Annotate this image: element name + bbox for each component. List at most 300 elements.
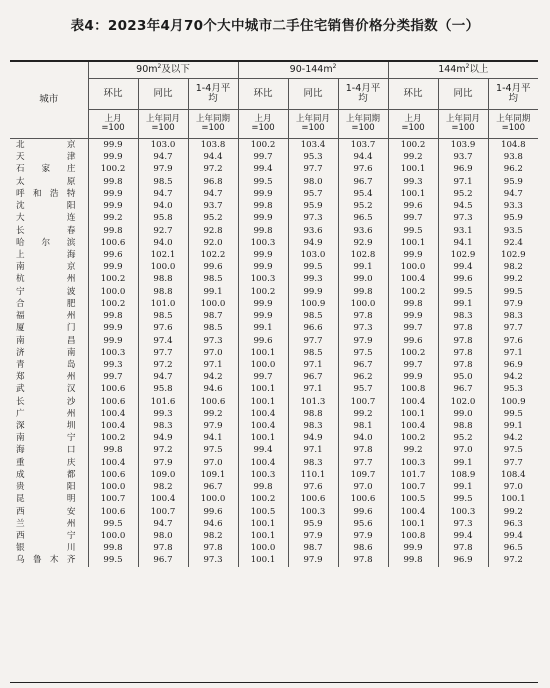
table-row (10, 396, 538, 408)
table-row (10, 518, 538, 530)
index-value-cell: 95.6 (338, 518, 388, 530)
index-value-cell: 100.3 (238, 273, 288, 285)
index-value-cell: 97.4 (138, 335, 188, 347)
index-value-cell: 99.6 (88, 249, 138, 261)
index-value-cell: 97.7 (138, 347, 188, 359)
index-value-cell: 100.0 (238, 542, 288, 554)
index-value-cell: 100.0 (88, 481, 138, 493)
index-value-cell: 102.1 (138, 249, 188, 261)
index-value-cell: 98.5 (188, 322, 238, 334)
index-value-cell: 94.1 (438, 237, 488, 249)
index-value-cell: 100.3 (388, 457, 438, 469)
index-value-cell: 100.3 (238, 469, 288, 481)
index-value-cell: 99.6 (438, 273, 488, 285)
index-value-cell: 94.2 (188, 371, 238, 383)
index-value-cell: 95.9 (288, 518, 338, 530)
index-value-cell: 99.8 (88, 444, 138, 456)
city-name-cell: 呼和浩特 (10, 188, 88, 200)
table-row (10, 151, 538, 163)
index-value-cell: 98.2 (138, 481, 188, 493)
index-value-cell: 100.3 (238, 237, 288, 249)
index-value-cell: 94.7 (138, 518, 188, 530)
index-value-cell: 100.2 (88, 273, 138, 285)
index-value-cell: 95.9 (503, 213, 523, 224)
index-value-cell: 95.0 (438, 371, 488, 383)
index-value-cell: 95.2 (338, 200, 388, 212)
index-value-cell: 99.8 (238, 200, 288, 212)
index-value-cell: 103.0 (138, 139, 188, 152)
index-value-cell: 102.0 (438, 396, 488, 408)
table-row (10, 371, 538, 383)
index-value-cell: 97.1 (288, 444, 338, 456)
index-value-cell: 99.4 (438, 530, 488, 542)
index-value-cell: 100.2 (388, 432, 438, 444)
index-value-cell: 97.9 (288, 554, 338, 566)
index-value-cell: 100.4 (388, 273, 438, 285)
index-value-cell: 92.0 (188, 237, 238, 249)
index-value-cell: 100.9 (501, 396, 526, 407)
index-value-cell: 98.8 (288, 408, 338, 420)
index-value-cell: 96.7 (438, 383, 488, 395)
index-value-cell: 100.4 (88, 408, 138, 420)
index-value-cell: 95.2 (188, 212, 238, 224)
base-header-row (10, 110, 538, 139)
index-value-cell: 100.4 (388, 506, 438, 518)
index-value-cell: 100.0 (88, 530, 138, 542)
index-value-cell: 97.8 (338, 310, 388, 322)
index-value-cell: 94.6 (188, 518, 238, 530)
city-name-cell: 广州 (10, 408, 88, 420)
index-value-cell: 94.0 (138, 200, 188, 212)
index-value-cell: 98.8 (438, 420, 488, 432)
index-value-cell: 100.4 (88, 420, 138, 432)
index-value-cell: 97.9 (188, 420, 238, 432)
index-value-cell: 99.5 (88, 518, 138, 530)
city-name-cell: 昆明 (10, 493, 88, 505)
index-value-cell: 99.9 (388, 542, 438, 554)
index-value-cell: 99.9 (88, 335, 138, 347)
index-value-cell: 110.1 (288, 469, 338, 481)
index-value-cell: 97.5 (188, 444, 238, 456)
index-value-cell: 99.2 (338, 408, 388, 420)
city-name-cell: 福州 (10, 310, 88, 322)
index-value-cell: 99.4 (503, 531, 523, 541)
index-value-cell: 94.1 (188, 432, 238, 444)
index-value-cell: 98.0 (288, 176, 338, 188)
index-value-cell: 99.4 (438, 261, 488, 273)
index-value-cell: 100.7 (138, 506, 188, 518)
index-value-cell: 100.0 (88, 286, 138, 298)
city-column-header: 城市 (10, 62, 88, 139)
index-value-cell: 96.7 (338, 359, 388, 371)
index-value-cell: 99.6 (188, 506, 238, 518)
index-value-cell: 98.2 (188, 530, 238, 542)
index-value-cell: 100.0 (388, 261, 438, 273)
index-value-cell: 100.0 (238, 359, 288, 371)
index-value-cell: 94.7 (138, 371, 188, 383)
index-value-cell: 103.7 (338, 139, 388, 152)
index-value-cell: 100.7 (88, 493, 138, 505)
index-value-cell: 92.8 (188, 225, 238, 237)
index-value-cell: 95.3 (288, 151, 338, 163)
table-row (10, 139, 538, 152)
table-row (10, 457, 538, 469)
index-value-cell: 96.7 (288, 371, 338, 383)
table-row (10, 200, 538, 212)
index-value-cell: 98.8 (138, 273, 188, 285)
index-value-cell: 100.1 (238, 396, 288, 408)
table-row (10, 506, 538, 518)
index-value-cell: 99.7 (388, 212, 438, 224)
index-value-cell: 97.3 (438, 212, 488, 224)
city-name-cell: 南昌 (10, 335, 88, 347)
index-value-cell: 99.7 (238, 151, 288, 163)
index-value-cell: 98.8 (138, 286, 188, 298)
index-value-cell: 94.0 (138, 237, 188, 249)
index-value-cell: 100.0 (188, 298, 238, 310)
index-value-cell: 94.9 (288, 432, 338, 444)
index-value-cell: 95.9 (288, 200, 338, 212)
index-value-cell: 94.4 (188, 151, 238, 163)
index-value-cell: 99.8 (88, 225, 138, 237)
group-header-90-below: $90m^2$及以下 (88, 62, 238, 79)
index-value-cell: 98.3 (438, 310, 488, 322)
index-value-cell: 99.6 (238, 335, 288, 347)
table-row (10, 420, 538, 432)
index-value-cell: 99.8 (88, 176, 138, 188)
index-value-cell: 99.5 (388, 225, 438, 237)
index-value-cell: 96.5 (503, 543, 523, 554)
index-value-cell: 98.7 (288, 542, 338, 554)
city-name-cell: 宁波 (10, 286, 88, 298)
index-value-cell: 99.1 (438, 457, 488, 469)
index-value-cell: 95.2 (438, 188, 488, 200)
index-value-cell: 97.6 (338, 163, 388, 175)
table-row (10, 432, 538, 444)
table-row (10, 481, 538, 493)
index-value-cell: 100.6 (88, 383, 138, 395)
index-value-cell: 97.1 (438, 176, 488, 188)
index-value-cell: 99.4 (238, 163, 288, 175)
index-value-cell: 99.9 (388, 249, 438, 261)
index-value-cell: 96.9 (503, 359, 523, 370)
index-value-cell: 99.8 (238, 481, 288, 493)
city-name-cell: 长沙 (10, 396, 88, 408)
city-name-cell: 沈阳 (10, 200, 88, 212)
index-value-cell: 100.1 (238, 530, 288, 542)
index-value-cell: 97.3 (338, 322, 388, 334)
city-name-cell: 南京 (10, 261, 88, 273)
index-value-cell: 100.6 (88, 506, 138, 518)
city-name-cell: 石家庄 (10, 163, 88, 175)
index-value-cell: 99.9 (238, 261, 288, 273)
index-value-cell: 96.2 (503, 164, 523, 175)
index-value-cell: 103.0 (288, 249, 338, 261)
sub-header-mom: 环比 (88, 79, 138, 110)
table-row (10, 408, 538, 420)
index-value-cell: 97.8 (138, 542, 188, 554)
index-value-cell: 101.3 (288, 396, 338, 408)
table-row (10, 542, 538, 554)
city-name-cell: 长春 (10, 225, 88, 237)
sub-header-avg: 1-4月平均 (188, 79, 238, 110)
index-value-cell: 98.3 (503, 311, 523, 322)
index-value-cell: 94.7 (503, 188, 523, 199)
index-value-cell: 93.8 (503, 152, 523, 163)
index-value-cell: 97.7 (338, 457, 388, 469)
index-value-cell: 99.2 (503, 506, 523, 517)
table-row (10, 176, 538, 188)
city-name-cell: 太原 (10, 176, 88, 188)
index-value-cell: 97.3 (188, 335, 238, 347)
index-value-cell: 99.5 (238, 176, 288, 188)
index-value-cell: 99.6 (188, 261, 238, 273)
index-value-cell: 96.5 (338, 212, 388, 224)
index-value-cell: 100.4 (238, 408, 288, 420)
index-value-cell: 97.1 (288, 359, 338, 371)
city-name-cell: 厦门 (10, 322, 88, 334)
index-value-cell: 97.2 (138, 444, 188, 456)
index-value-cell: 100.4 (388, 396, 438, 408)
index-value-cell: 94.2 (503, 433, 523, 444)
city-name-cell: 大连 (10, 212, 88, 224)
index-value-cell: 97.8 (438, 542, 488, 554)
index-value-cell: 102.8 (338, 249, 388, 261)
index-value-cell: 100.1 (388, 163, 438, 175)
table-row (10, 188, 538, 200)
index-value-cell: 98.1 (338, 420, 388, 432)
index-value-cell: 97.3 (288, 212, 338, 224)
city-name-cell: 兰州 (10, 518, 88, 530)
index-value-cell: 95.7 (338, 383, 388, 395)
table-row (10, 469, 538, 481)
city-name-cell: 北京 (10, 139, 88, 152)
table-row (10, 554, 538, 566)
index-value-cell: 96.2 (338, 371, 388, 383)
index-value-cell: 99.9 (88, 200, 138, 212)
index-value-cell: 98.0 (138, 530, 188, 542)
index-value-cell: 94.7 (138, 151, 188, 163)
index-value-cell: 96.7 (138, 554, 188, 566)
index-value-cell: 101.0 (138, 298, 188, 310)
index-value-cell: 100.1 (238, 383, 288, 395)
sub-header-mom: 环比 (388, 79, 438, 110)
city-name-cell: 成都 (10, 469, 88, 481)
index-value-cell: 98.3 (138, 420, 188, 432)
index-value-cell: 103.9 (438, 139, 488, 152)
index-value-cell: 99.2 (388, 151, 438, 163)
index-value-cell: 94.9 (288, 237, 338, 249)
index-value-cell: 97.1 (288, 383, 338, 395)
city-name-cell: 西安 (10, 506, 88, 518)
index-value-cell: 99.6 (338, 506, 388, 518)
index-value-cell: 100.3 (88, 347, 138, 359)
index-value-cell: 97.7 (288, 163, 338, 175)
city-name-cell: 贵阳 (10, 481, 88, 493)
index-value-cell: 98.3 (288, 457, 338, 469)
index-value-cell: 99.9 (88, 188, 138, 200)
index-value-cell: 94.7 (188, 188, 238, 200)
index-value-cell: 100.2 (88, 432, 138, 444)
table-row (10, 261, 538, 273)
table-row (10, 444, 538, 456)
index-value-cell: 99.5 (503, 286, 523, 297)
city-name-cell: 济南 (10, 347, 88, 359)
index-value-cell: 109.7 (338, 469, 388, 481)
index-value-cell: 94.7 (138, 188, 188, 200)
index-value-cell: 94.9 (138, 432, 188, 444)
index-value-cell: 99.7 (88, 371, 138, 383)
index-value-cell: 100.1 (388, 518, 438, 530)
table-body (10, 139, 538, 567)
index-value-cell: 93.1 (438, 225, 488, 237)
index-value-cell: 95.8 (138, 212, 188, 224)
index-value-cell: 99.1 (438, 481, 488, 493)
table-row (10, 335, 538, 347)
index-value-cell: 101.7 (388, 469, 438, 481)
table-frame (10, 60, 538, 683)
index-value-cell: 102.2 (188, 249, 238, 261)
index-value-cell: 99.7 (238, 371, 288, 383)
index-value-cell: 97.1 (188, 359, 238, 371)
base-header: 上月=100 (88, 110, 138, 139)
index-value-cell: 97.6 (138, 322, 188, 334)
index-value-cell: 100.3 (438, 506, 488, 518)
index-value-cell: 97.0 (338, 481, 388, 493)
index-value-cell: 99.1 (238, 322, 288, 334)
index-value-cell: 99.1 (503, 421, 523, 432)
index-value-cell: 95.9 (503, 176, 523, 187)
index-value-cell: 99.1 (438, 298, 488, 310)
city-name-cell: 哈尔滨 (10, 237, 88, 249)
index-value-cell: 100.1 (238, 554, 288, 566)
index-value-cell: 99.8 (388, 298, 438, 310)
sub-header-yoy: 同比 (288, 79, 338, 110)
index-value-cell: 99.2 (503, 274, 523, 285)
index-value-cell: 108.4 (501, 469, 526, 480)
index-value-cell: 104.8 (501, 140, 526, 150)
index-value-cell: 97.8 (338, 444, 388, 456)
table-row (10, 298, 538, 310)
index-value-cell: 94.5 (438, 200, 488, 212)
index-value-cell: 97.3 (188, 554, 238, 566)
city-name-cell: 深圳 (10, 420, 88, 432)
index-value-cell: 99.3 (388, 176, 438, 188)
index-value-cell: 100.2 (88, 163, 138, 175)
index-value-cell: 96.8 (188, 176, 238, 188)
base-header: 上年同期=100 (488, 110, 538, 139)
index-value-cell: 100.1 (501, 494, 526, 505)
index-value-cell: 100.1 (388, 237, 438, 249)
index-value-cell: 99.2 (88, 212, 138, 224)
index-value-cell: 99.0 (438, 408, 488, 420)
index-value-cell: 97.6 (288, 481, 338, 493)
table-title: 表4：2023年4月70个大中城市二手住宅销售价格分类指数（一） (70, 18, 480, 34)
index-value-cell: 99.5 (438, 493, 488, 505)
index-value-cell: 97.0 (503, 482, 523, 493)
city-name-cell: 重庆 (10, 457, 88, 469)
index-value-cell: 99.8 (388, 554, 438, 566)
index-value-cell: 99.7 (388, 322, 438, 334)
index-value-cell: 97.2 (503, 555, 523, 566)
index-value-cell: 100.1 (388, 188, 438, 200)
index-value-cell: 98.3 (288, 420, 338, 432)
index-value-cell: 99.9 (88, 139, 138, 152)
group-header-144-above: $144m^2$以上 (388, 62, 538, 79)
index-value-cell: 99.5 (288, 261, 338, 273)
index-value-cell: 100.6 (288, 493, 338, 505)
index-value-cell: 94.2 (503, 372, 523, 383)
index-value-cell: 97.8 (438, 359, 488, 371)
index-value-cell: 99.9 (388, 310, 438, 322)
index-value-cell: 100.4 (238, 457, 288, 469)
index-value-cell: 99.9 (238, 298, 288, 310)
index-value-cell: 99.8 (88, 542, 138, 554)
index-value-cell: 108.9 (438, 469, 488, 481)
index-value-cell: 103.4 (288, 139, 338, 152)
index-value-cell: 99.8 (238, 225, 288, 237)
index-value-cell: 92.9 (338, 237, 388, 249)
index-value-cell: 100.8 (388, 530, 438, 542)
index-value-cell: 100.5 (388, 493, 438, 505)
index-value-cell: 99.9 (238, 188, 288, 200)
index-value-cell: 99.9 (238, 310, 288, 322)
base-header: 上年同月=100 (288, 110, 338, 139)
table-row (10, 530, 538, 542)
index-value-cell: 96.6 (288, 322, 338, 334)
index-value-cell: 99.5 (88, 554, 138, 566)
index-value-cell: 94.0 (338, 432, 388, 444)
index-value-cell: 93.7 (188, 200, 238, 212)
index-value-cell: 100.1 (238, 347, 288, 359)
index-value-cell: 99.9 (238, 249, 288, 261)
index-value-cell: 99.6 (388, 335, 438, 347)
index-value-cell: 98.6 (338, 542, 388, 554)
sub-header-yoy: 同比 (438, 79, 488, 110)
index-value-cell: 98.5 (138, 310, 188, 322)
index-value-cell: 98.5 (188, 273, 238, 285)
city-name-cell: 合肥 (10, 298, 88, 310)
index-value-cell: 99.2 (188, 408, 238, 420)
index-value-cell: 97.9 (138, 457, 188, 469)
index-value-cell: 93.5 (503, 225, 523, 236)
index-value-cell: 96.9 (438, 554, 488, 566)
index-value-cell: 99.9 (88, 151, 138, 163)
index-value-cell: 100.1 (238, 518, 288, 530)
index-value-cell: 96.7 (338, 176, 388, 188)
index-value-cell: 100.0 (188, 493, 238, 505)
index-value-cell: 97.0 (188, 347, 238, 359)
index-value-cell: 94.4 (338, 151, 388, 163)
index-value-cell: 95.3 (503, 384, 523, 395)
index-value-cell: 99.9 (88, 322, 138, 334)
index-value-cell: 96.3 (503, 518, 523, 529)
index-value-cell: 100.4 (238, 420, 288, 432)
index-value-cell: 94.6 (188, 383, 238, 395)
sub-column-header-row (10, 79, 538, 110)
index-value-cell: 100.7 (388, 481, 438, 493)
index-value-cell: 92.7 (138, 225, 188, 237)
table-header (10, 62, 538, 139)
index-value-cell: 100.1 (238, 432, 288, 444)
index-value-cell: 100.2 (238, 286, 288, 298)
index-value-cell: 99.2 (388, 444, 438, 456)
city-name-cell: 武汉 (10, 383, 88, 395)
index-value-cell: 100.0 (138, 261, 188, 273)
index-value-cell: 100.6 (338, 493, 388, 505)
index-value-cell: 97.8 (438, 322, 488, 334)
index-value-cell: 100.6 (188, 396, 238, 408)
